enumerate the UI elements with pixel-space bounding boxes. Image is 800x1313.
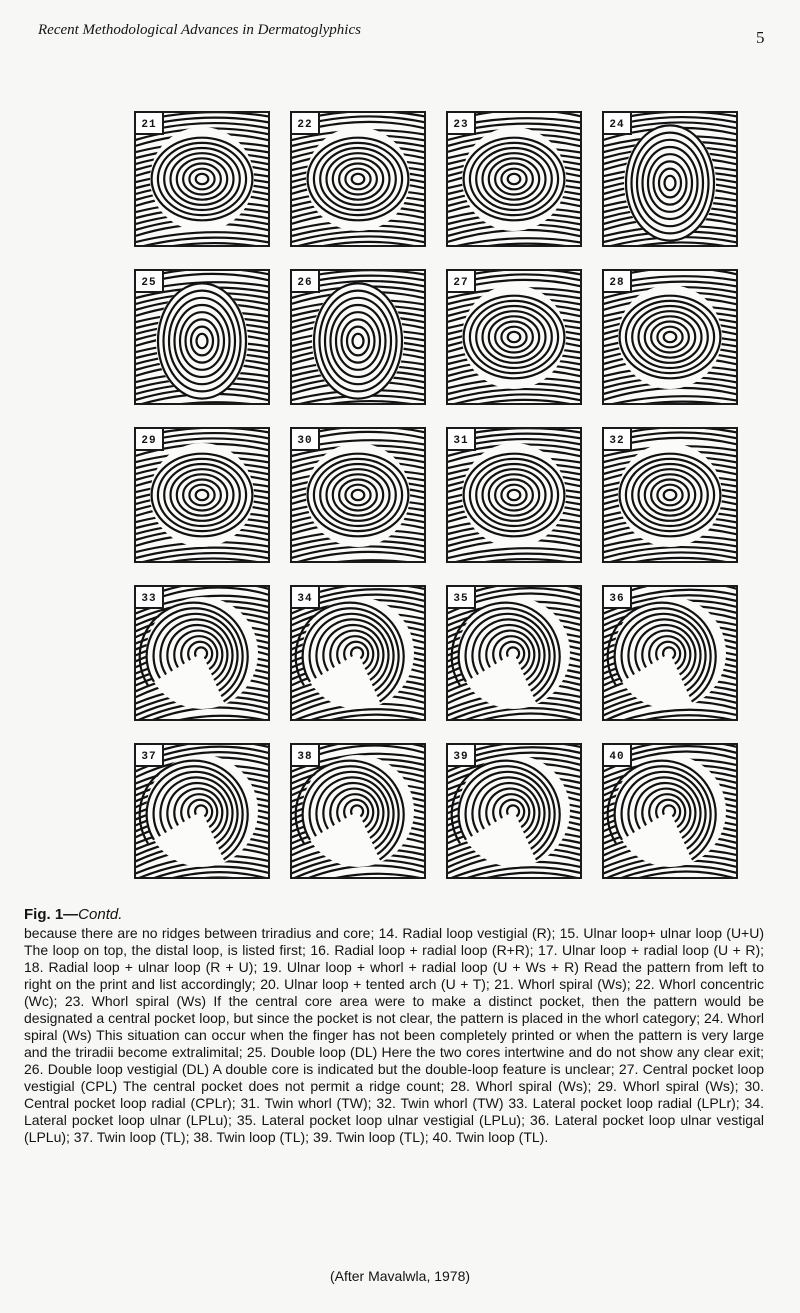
figure-title <box>24 906 764 923</box>
fingerprint-plate <box>134 111 270 247</box>
fingerprint-plate <box>446 427 582 563</box>
plate-number: 39 <box>446 743 476 767</box>
fingerprint-plate <box>446 585 582 721</box>
plate-number: 40 <box>602 743 632 767</box>
plate-number: 24 <box>602 111 632 135</box>
plate-number: 36 <box>602 585 632 609</box>
fingerprint-plate <box>602 585 738 721</box>
fingerprint-plate <box>446 111 582 247</box>
fingerprint-plate <box>602 269 738 405</box>
plate-number: 31 <box>446 427 476 451</box>
plate-number: 35 <box>446 585 476 609</box>
fingerprint-plate <box>290 427 426 563</box>
figure-caption <box>24 906 764 1146</box>
plate-number: 22 <box>290 111 320 135</box>
plate-number: 32 <box>602 427 632 451</box>
fingerprint-plate <box>290 743 426 879</box>
plate-number: 30 <box>290 427 320 451</box>
figure-attribution: (After Mavalwla, 1978) <box>329 1268 471 1284</box>
plate-number: 27 <box>446 269 476 293</box>
figure-contd: Contd. <box>78 906 123 923</box>
plate-number: 21 <box>134 111 164 135</box>
plate-number: 25 <box>134 269 164 293</box>
plate-number: 29 <box>134 427 164 451</box>
fingerprint-plate <box>446 269 582 405</box>
fingerprint-plate <box>290 585 426 721</box>
fingerprint-plate <box>134 427 270 563</box>
fingerprint-plate <box>134 269 270 405</box>
fingerprint-plate <box>290 269 426 405</box>
caption-body: because there are no ridges between triradius and core; 14. Radial loop vestigial (R); 15. Ulnar loop+ ulnar loop (U+U) The loop on top, the distal loop, is listed first; 16. Radial loop + radial loop (R+R); 17. Ulnar loop + radial loop (U + R); 18. Radial loop + ulnar loop (R + U); 19. Ulnar loop + whorl + radial loop (U + Ws + R) Read the pattern from left to right on the print and list accordingly; 20. Ulnar loop + tented arch (U + T); 21. Whorl spiral (Ws); 22. Whorl concentric (Wc); 23. Whorl spiral (Ws) If the central core area were to make a distinct pocket, then the pattern would be designated a central pocket loop, but since the pocket is not clear, the pattern is placed in the whorl category; 24. Whorl spiral (Ws) This situation can occur when the finger has not been completely printed or when the pattern is very large and the triradii become extralimital; 25. Double loop (DL) Here the two cores intertwine and do not show any clear exit; 26. Double loop vestigial (DL) A double core is indicated but the double-loop feature is unclear; 27. Central pocket loop vestigial (CPL) The central pocket does not permit a ridge count; 28. Whorl spiral (Ws); 29. Whorl spiral (Ws); 30. Central pocket loop radial (CPLr); 31. Twin whorl (TW); 32. Twin whorl (TW) 33. Lateral pocket loop radial (LPLr); 34. Lateral pocket loop ulnar (LPLu); 35. Lateral pocket loop ulnar vestigial (LPLu); 36. Lateral pocket loop ulnar vestigal (LPLu); 37. Twin loop (TL); 38. Twin loop (TL); 39. Twin loop (TL); 40. Twin loop (TL). <box>24 925 764 1145</box>
fingerprint-plate <box>134 585 270 721</box>
fingerprint-plate <box>602 111 738 247</box>
figure-label: Fig. 1— <box>24 906 79 923</box>
fingerprint-plate <box>602 743 738 879</box>
plate-number: 33 <box>134 585 164 609</box>
fingerprint-plate <box>290 111 426 247</box>
plate-number: 26 <box>290 269 320 293</box>
plate-number: 28 <box>602 269 632 293</box>
running-head: Recent Methodological Advances in Dermatoglyphics <box>38 22 361 38</box>
fingerprint-plate <box>134 743 270 879</box>
plate-number: 34 <box>290 585 320 609</box>
fingerprint-plate <box>446 743 582 879</box>
page-number: 5 <box>756 28 765 47</box>
plate-number: 38 <box>290 743 320 767</box>
fingerprint-plate <box>602 427 738 563</box>
plate-number: 37 <box>134 743 164 767</box>
plate-number: 23 <box>446 111 476 135</box>
